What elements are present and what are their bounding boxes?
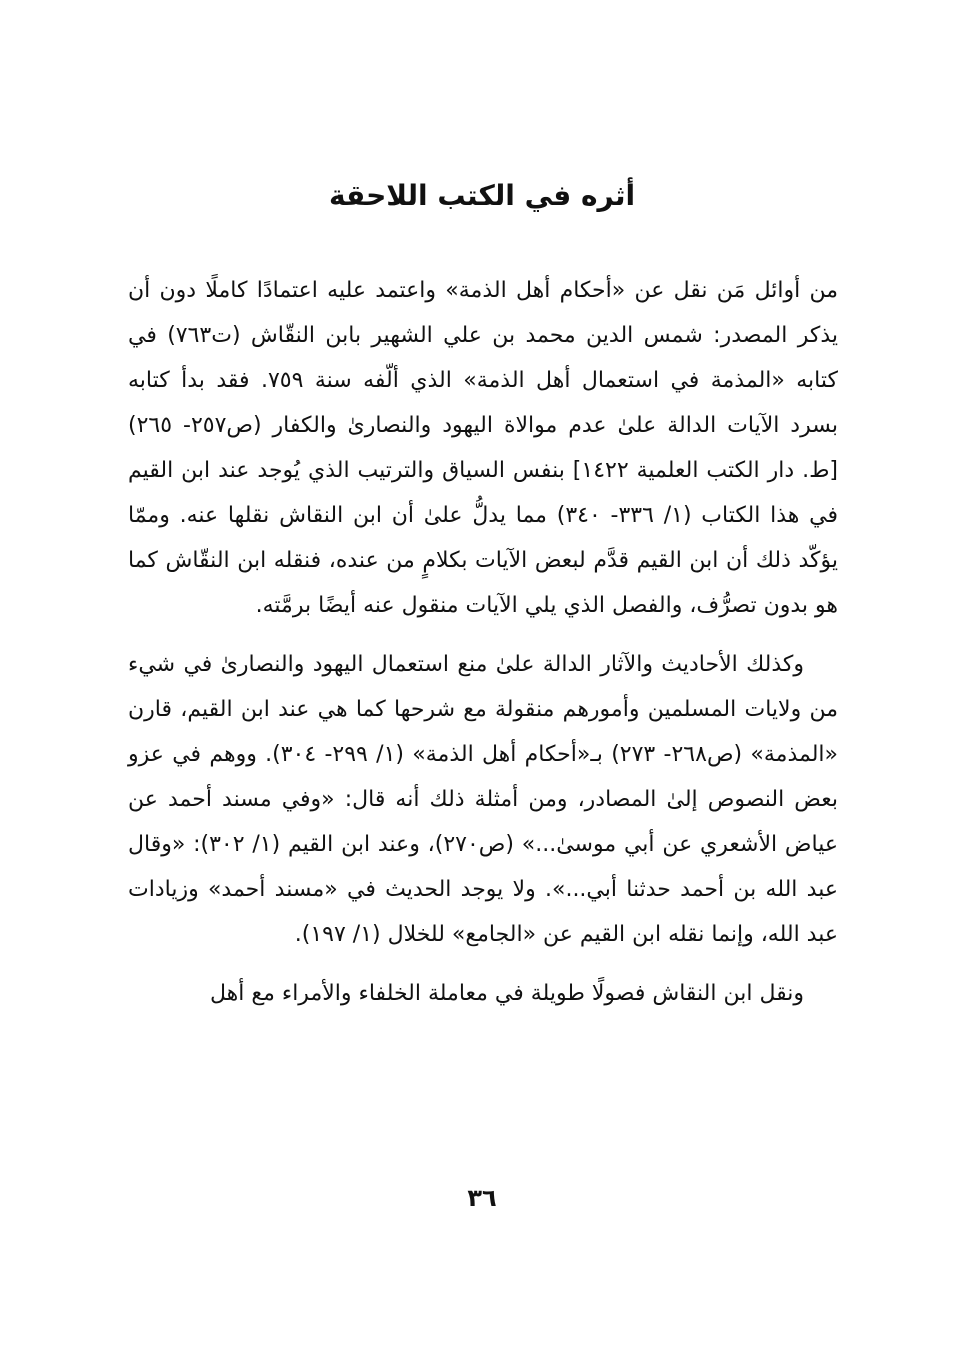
paragraph-3: ونقل ابن النقاش فصولًا طويلة في معاملة الخلفاء والأمراء مع أهل xyxy=(210,981,804,1006)
page-number: ٣٦ xyxy=(467,1184,497,1212)
paragraph-2: وكذلك الأحاديث والآثار الدالة علىٰ منع استعمال اليهود والنصارىٰ في شيء من ولايات المسلمين وأمورهم منقولة مع شرحها كما هي عند ابن القيم، قارن «المذمة» (ص٢٦٨- ٢٧٣) بـ«أحكام أهل الذمة» (١/ ٢٩٩- ٣٠٤). ووهم في عزو بعض النصوص إلىٰ المصادر، ومن أمثلة ذلك أنه قال: «وفي مسند أحمد عن عياض الأشعري عن أبي موسىٰ...» (ص٢٧٠)، وعند ابن القيم (١/ ٣٠٢): «وقال عبد الله بن أحمد حدثنا أبي...». ولا يوجد الحديث في «مسند أحمد» وزيادات عبد الله، وإنما نقله ابن القيم عن «الجامع» للخلال (١/ ١٩٧). xyxy=(128,652,838,947)
page-title: أثره في الكتب اللاحقة xyxy=(328,179,636,212)
body-text xyxy=(128,268,838,1030)
paragraph-1: من أوائل مَن نقل عن «أحكام أهل الذمة» واعتمد عليه اعتمادًا كاملًا دون أن يذكر المصدر: شمس الدين محمد بن علي الشهير بابن النقّاش (ت٧٦٣) في كتابه «المذمة في استعمال أهل الذمة» الذي ألّفه سنة ٧٥٩. فقد بدأ كتابه بسرد الآيات الدالة علىٰ عدم موالاة اليهود والنصارىٰ والكفار (ص٢٥٧- ٢٦٥) [ط. دار الكتب العلمية ١٤٢٢] بنفس السياق والترتيب الذي يُوجد عند ابن القيم في هذا الكتاب (١/ ٣٣٦- ٣٤٠) مما يدلُّ علىٰ أن ابن النقاش نقلها عنه. وممّا يؤكّد ذلك أن ابن القيم قدَّم لبعض الآيات بكلامٍ من عنده، فنقله ابن النقّاش كما هو بدون تصرُّف، والفصل الذي يلي الآيات منقول عنه أيضًا برمَّته. xyxy=(128,278,839,618)
